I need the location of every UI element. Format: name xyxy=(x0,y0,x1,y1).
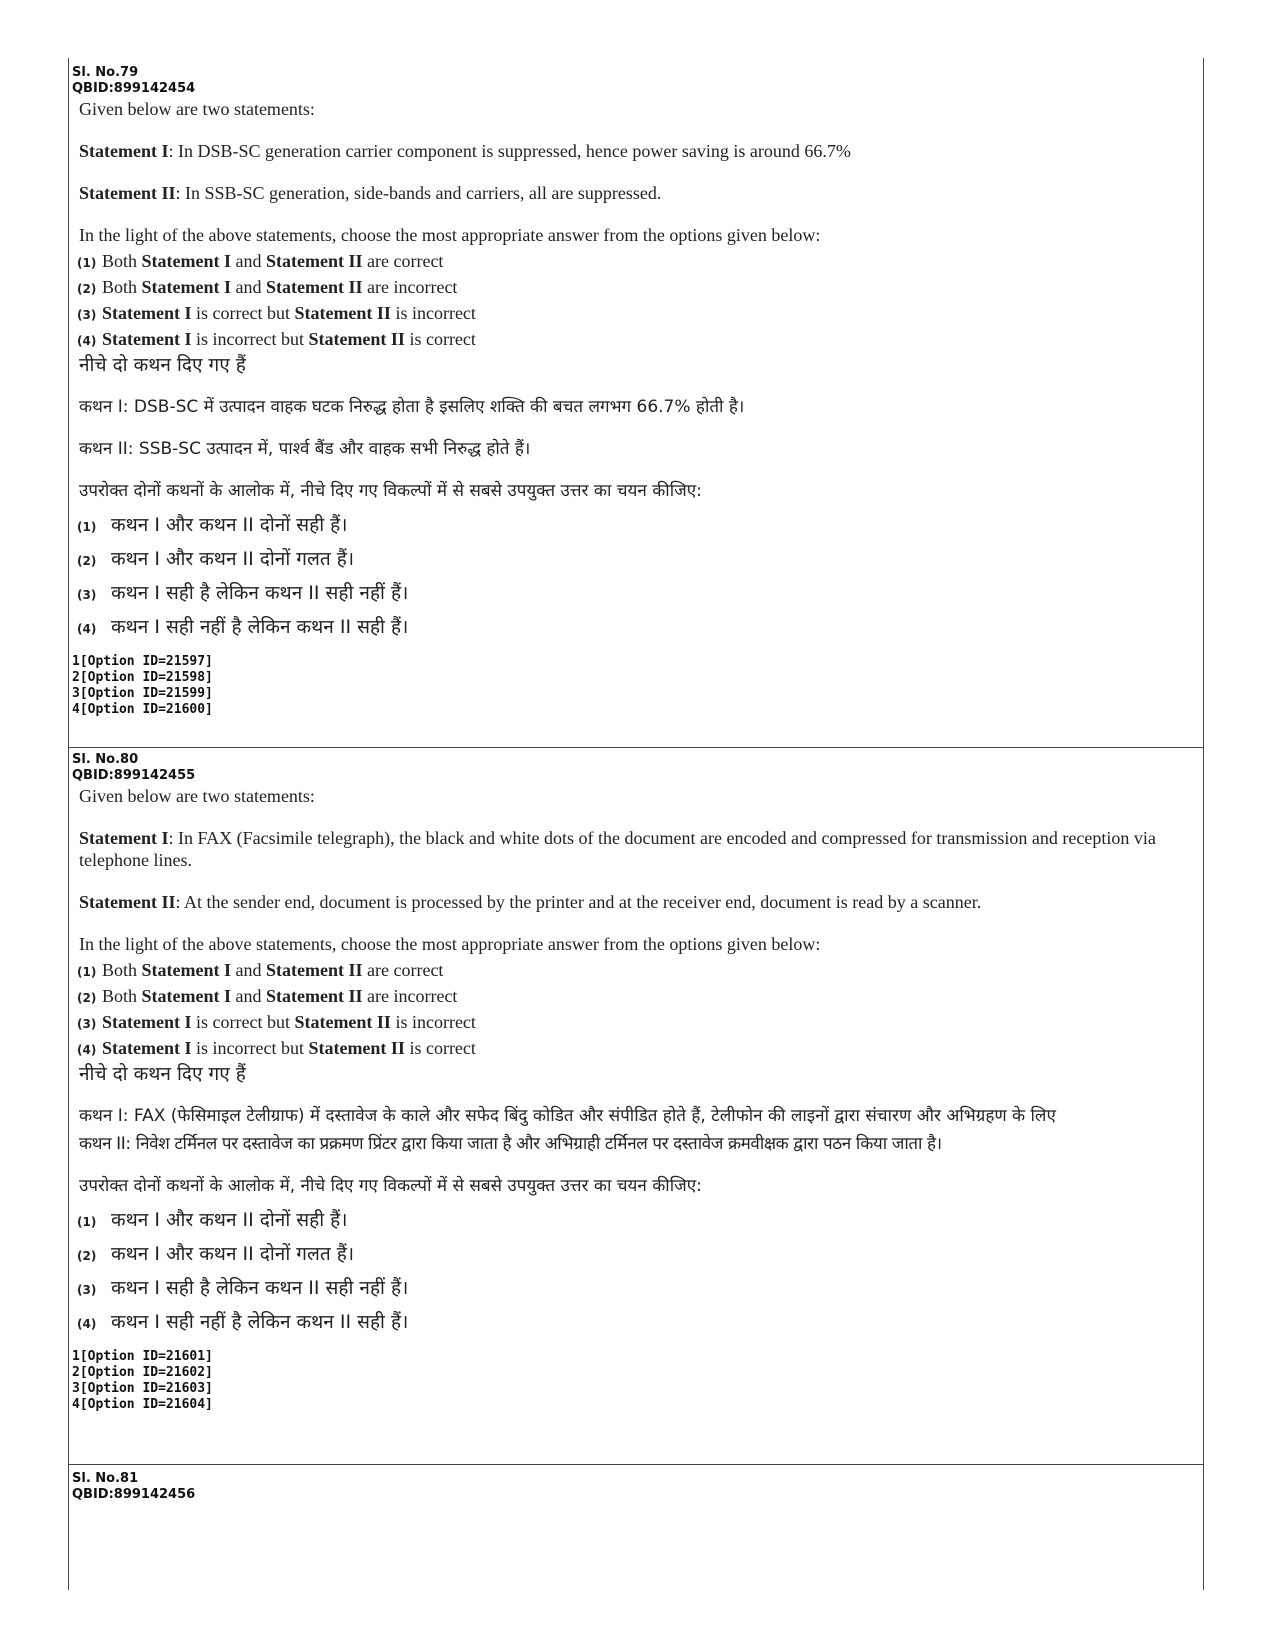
option-number: (1) xyxy=(77,1215,97,1229)
statement-1-text: : In DSB-SC generation carrier component is suppressed, hence power saving is around 66.7% xyxy=(168,141,851,161)
option-text xyxy=(102,1037,476,1059)
option-text-part: are correct xyxy=(362,960,444,980)
option-number: (2) xyxy=(77,554,97,568)
english-option-2 xyxy=(69,985,1203,1007)
option-number: (1) xyxy=(77,520,97,534)
hindi-option-3 xyxy=(69,580,1203,606)
option-number: (2) xyxy=(77,1249,97,1263)
question-block-79 xyxy=(69,58,1203,748)
option-text-part: is correct but xyxy=(191,303,295,323)
option-id: 1[Option ID=21597] xyxy=(72,654,213,669)
option-text-bold: Statement II xyxy=(294,303,391,323)
statement-2-label: Statement II xyxy=(79,892,176,912)
option-text xyxy=(102,302,476,324)
statement-1-label: Statement I xyxy=(79,141,169,161)
option-text xyxy=(102,250,443,272)
statement-2-text: : In SSB-SC generation, side-bands and carriers, all are suppressed. xyxy=(175,183,662,203)
english-option-3 xyxy=(69,1011,1203,1033)
option-text-part: Both xyxy=(102,277,142,297)
option-id-list xyxy=(69,1349,1203,1413)
statement-1-label: Statement I xyxy=(79,828,169,848)
hindi-option-4 xyxy=(69,1309,1203,1335)
option-id: 3[Option ID=21603] xyxy=(72,1381,213,1396)
option-number: (3) xyxy=(77,1017,97,1031)
option-text-part: Both xyxy=(102,986,142,1006)
option-text-bold: Statement I xyxy=(141,277,231,297)
option-text-part: is incorrect xyxy=(390,303,476,323)
option-number: (4) xyxy=(77,622,97,636)
english-prompt: In the light of the above statements, choose the most appropriate answer from the options given below: xyxy=(79,934,821,954)
option-text-bold: Statement II xyxy=(294,1012,391,1032)
hindi-statement-2: कथन II: SSB-SC उत्पादन में, पार्श्व बैंड और वाहक सभी निरुद्ध होते हैं। xyxy=(79,439,531,459)
option-text-bold: Statement II xyxy=(266,986,363,1006)
option-text-bold: Statement I xyxy=(102,1038,192,1058)
option-text xyxy=(102,328,476,350)
statement-2-label: Statement II xyxy=(79,183,176,203)
hindi-option-1 xyxy=(69,1207,1203,1233)
option-text: कथन I सही है लेकिन कथन II सही नहीं हैं। xyxy=(111,1277,409,1299)
statement-2 xyxy=(69,182,1203,204)
option-text: कथन I और कथन II दोनों सही हैं। xyxy=(111,514,348,536)
hindi-options xyxy=(69,1207,1203,1335)
english-options xyxy=(69,959,1203,1059)
english-intro: Given below are two statements: xyxy=(79,786,315,806)
serial-number: Sl. No.81 xyxy=(72,1471,139,1486)
option-text-part: and xyxy=(231,251,266,271)
option-text-bold: Statement I xyxy=(141,960,231,980)
option-text-part: and xyxy=(231,277,266,297)
qbid: QBID:899142454 xyxy=(72,81,196,96)
option-text-part: is incorrect xyxy=(390,1012,476,1032)
option-text-part: are incorrect xyxy=(362,986,458,1006)
option-number: (1) xyxy=(77,256,97,270)
option-text-bold: Statement I xyxy=(102,329,192,349)
option-text: कथन I सही नहीं है लेकिन कथन II सही हैं। xyxy=(111,616,409,638)
option-text xyxy=(102,985,457,1007)
option-text-bold: Statement II xyxy=(266,251,363,271)
option-number: (2) xyxy=(77,282,97,296)
hindi-option-2 xyxy=(69,1241,1203,1267)
option-text-part: is correct xyxy=(404,1038,476,1058)
option-text-part: is incorrect but xyxy=(191,329,309,349)
option-text-part: Both xyxy=(102,251,142,271)
hindi-option-3 xyxy=(69,1275,1203,1301)
option-text-bold: Statement I xyxy=(102,1012,192,1032)
option-text-bold: Statement II xyxy=(308,1038,405,1058)
statement-2-text: : At the sender end, document is processed by the printer and at the receiver end, document is read by a scanner. xyxy=(175,892,982,912)
statement-2 xyxy=(69,891,1203,913)
hindi-statement-1: कथन I: FAX (फेसिमाइल टेलीग्राफ) में दस्तावेज के काले और सफेद बिंदु कोडित और संपीडित होते हैं, टेलीफोन की लाइनों द्वारा संचारण और अभिग्रहण के लिए xyxy=(79,1106,1056,1126)
hindi-options xyxy=(69,512,1203,640)
option-number: (4) xyxy=(77,334,97,348)
option-text-part: and xyxy=(231,960,266,980)
question-block-80 xyxy=(69,748,1203,1465)
option-id: 2[Option ID=21602] xyxy=(72,1365,213,1380)
option-id: 4[Option ID=21604] xyxy=(72,1397,213,1412)
hindi-intro: नीचे दो कथन दिए गए हैं xyxy=(79,354,246,376)
option-text-part: is correct xyxy=(404,329,476,349)
hindi-statement-1: कथन I: DSB-SC में उत्पादन वाहक घटक निरुद्ध होता है इसलिए शक्ति की बचत लगभग 66.7% होती है। xyxy=(79,397,745,417)
option-text-part: is correct but xyxy=(191,1012,295,1032)
option-number: (3) xyxy=(77,308,97,322)
option-text: कथन I सही है लेकिन कथन II सही नहीं हैं। xyxy=(111,582,409,604)
option-text-part: Both xyxy=(102,960,142,980)
qbid: QBID:899142456 xyxy=(72,1487,196,1502)
option-text-bold: Statement I xyxy=(102,303,192,323)
hindi-statement-2: कथन II: निवेश टर्मिनल पर दस्तावेज का प्रक्रमण प्रिंटर द्वारा किया जाता है और अभिग्राही टर्मिनल पर दस्तावेज क्रमवीक्षक द्वारा पठन किया जाता है। xyxy=(79,1134,942,1154)
english-options xyxy=(69,250,1203,350)
option-text-part: are correct xyxy=(362,251,444,271)
english-option-4 xyxy=(69,328,1203,350)
option-text xyxy=(102,1011,476,1033)
hindi-prompt: उपरोक्त दोनों कथनों के आलोक में, नीचे दिए गए विकल्पों में से सबसे उपयुक्त उत्तर का चयन कीजिए: xyxy=(79,481,702,501)
option-text xyxy=(102,959,443,981)
option-text: कथन I और कथन II दोनों गलत हैं। xyxy=(111,548,355,570)
option-number: (3) xyxy=(77,588,97,602)
hindi-intro: नीचे दो कथन दिए गए हैं xyxy=(79,1063,246,1085)
option-text-bold: Statement II xyxy=(266,277,363,297)
option-text xyxy=(102,276,457,298)
hindi-option-2 xyxy=(69,546,1203,572)
qbid: QBID:899142455 xyxy=(72,768,196,783)
statement-1 xyxy=(69,140,1203,162)
option-text-part: are incorrect xyxy=(362,277,458,297)
option-text-bold: Statement I xyxy=(141,986,231,1006)
option-id: 1[Option ID=21601] xyxy=(72,1349,213,1364)
option-id: 4[Option ID=21600] xyxy=(72,702,213,717)
option-text: कथन I और कथन II दोनों सही हैं। xyxy=(111,1209,348,1231)
option-number: (4) xyxy=(77,1317,97,1331)
english-prompt: In the light of the above statements, choose the most appropriate answer from the options given below: xyxy=(79,225,821,245)
option-text-bold: Statement II xyxy=(266,960,363,980)
english-option-1 xyxy=(69,959,1203,981)
english-option-4 xyxy=(69,1037,1203,1059)
option-number: (2) xyxy=(77,991,97,1005)
statement-1-text: : In FAX (Facsimile telegraph), the black and white dots of the document are encoded and compressed for transmission and reception via telephone lines. xyxy=(79,828,1156,870)
question-block-81 xyxy=(69,1465,1203,1503)
hindi-option-4 xyxy=(69,614,1203,640)
english-option-2 xyxy=(69,276,1203,298)
option-text-bold: Statement I xyxy=(141,251,231,271)
serial-number: Sl. No.80 xyxy=(72,752,139,767)
option-id: 2[Option ID=21598] xyxy=(72,670,213,685)
option-number: (4) xyxy=(77,1043,97,1057)
english-intro: Given below are two statements: xyxy=(79,99,315,119)
option-text: कथन I सही नहीं है लेकिन कथन II सही हैं। xyxy=(111,1311,409,1333)
option-text-part: and xyxy=(231,986,266,1006)
hindi-prompt: उपरोक्त दोनों कथनों के आलोक में, नीचे दिए गए विकल्पों में से सबसे उपयुक्त उत्तर का चयन कीजिए: xyxy=(79,1176,702,1196)
option-id: 3[Option ID=21599] xyxy=(72,686,213,701)
statement-1 xyxy=(69,827,1203,871)
english-option-3 xyxy=(69,302,1203,324)
option-number: (3) xyxy=(77,1283,97,1297)
serial-number: Sl. No.79 xyxy=(72,65,139,80)
option-text: कथन I और कथन II दोनों गलत हैं। xyxy=(111,1243,355,1265)
option-id-list xyxy=(69,654,1203,718)
option-number: (1) xyxy=(77,965,97,979)
option-text-part: is incorrect but xyxy=(191,1038,309,1058)
english-option-1 xyxy=(69,250,1203,272)
option-text-bold: Statement II xyxy=(308,329,405,349)
question-page xyxy=(68,58,1204,1590)
hindi-option-1 xyxy=(69,512,1203,538)
